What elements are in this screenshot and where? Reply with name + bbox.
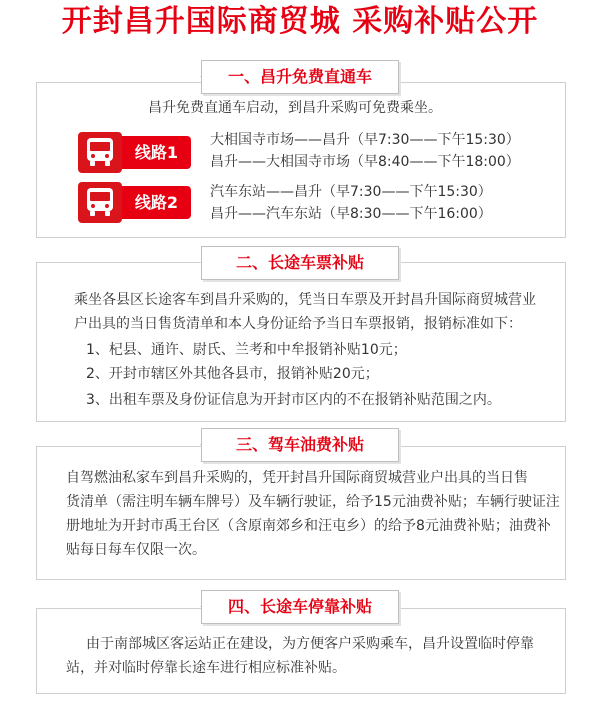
section-4-heading: 四、长途车停靠补贴: [201, 590, 399, 624]
section-3-header: [0, 428, 600, 462]
section-2-para-line-1: 乘坐各县区长途客车到昌升采购的，凭当日车票及开封昌升国际商贸城营业: [74, 292, 536, 308]
section-2-para-line-2: 户出具的当日售货清单和本人身份证给予当日车票报销，报销标准如下：: [74, 316, 522, 332]
section-2-item-2: 2、开封市辖区外其他各县市，报销补贴20元；: [86, 366, 379, 382]
section-1-intro: 昌升免费直通车启动，到昌升采购可免费乘坐。: [148, 100, 442, 116]
page-title: 开封昌升国际商贸城 采购补贴公开: [61, 4, 539, 39]
route-1-line-2: 昌升——大相国寺市场（早8:40——下午18:00）: [210, 154, 520, 170]
section-4-para-line-1: 由于南部城区客运站正在建设，为方便客户采购乘车，昌升设置临时停靠: [86, 636, 534, 652]
section-1-header: [0, 60, 600, 94]
section-2-heading: 二、长途车票补贴: [201, 246, 399, 280]
bus-icon: [78, 182, 122, 223]
section-2-header: [0, 246, 600, 280]
section-1-heading: 一、昌升免费直通车: [201, 60, 399, 94]
route-2-line-2: 昌升——汽车东站（早8:30——下午16:00）: [210, 206, 492, 222]
route-label-2: 线路2: [122, 186, 191, 219]
section-3-para-line-4: 贴每日每车仅限一次。: [66, 542, 206, 558]
section-3-heading: 三、驾车油费补贴: [201, 428, 399, 462]
route-1-line-1: 大相国寺市场——昌升（早7:30——下午15:30）: [210, 132, 520, 148]
section-4-para-line-2: 站，并对临时停靠长途车进行相应标准补贴。: [66, 660, 346, 676]
section-2-item-3: 3、出租车票及身份证信息为开封市区内的不在报销补贴范围之内。: [86, 392, 501, 408]
section-2-item-1: 1、杞县、通许、尉氏、兰考和中牟报销补贴10元；: [86, 342, 407, 358]
section-3-para-line-2: 货清单（需注明车辆车牌号）及车辆行驶证，给予15元油费补贴；车辆行驶证注: [66, 494, 560, 510]
bus-icon: [78, 132, 122, 173]
section-4-header: [0, 590, 600, 624]
section-3-para-line-1: 自驾燃油私家车到昌升采购的，凭开封昌升国际商贸城营业户出具的当日售: [66, 470, 528, 486]
section-3-para-line-3: 册地址为开封市禹王台区（含原南郊乡和汪屯乡）的给予8元油费补贴；油费补: [66, 518, 551, 534]
route-badge-1: [78, 132, 191, 173]
route-badge-2: [78, 182, 191, 223]
route-label-1: 线路1: [122, 136, 191, 169]
route-2-line-1: 汽车东站——昌升（早7:30——下午15:30）: [210, 184, 492, 200]
